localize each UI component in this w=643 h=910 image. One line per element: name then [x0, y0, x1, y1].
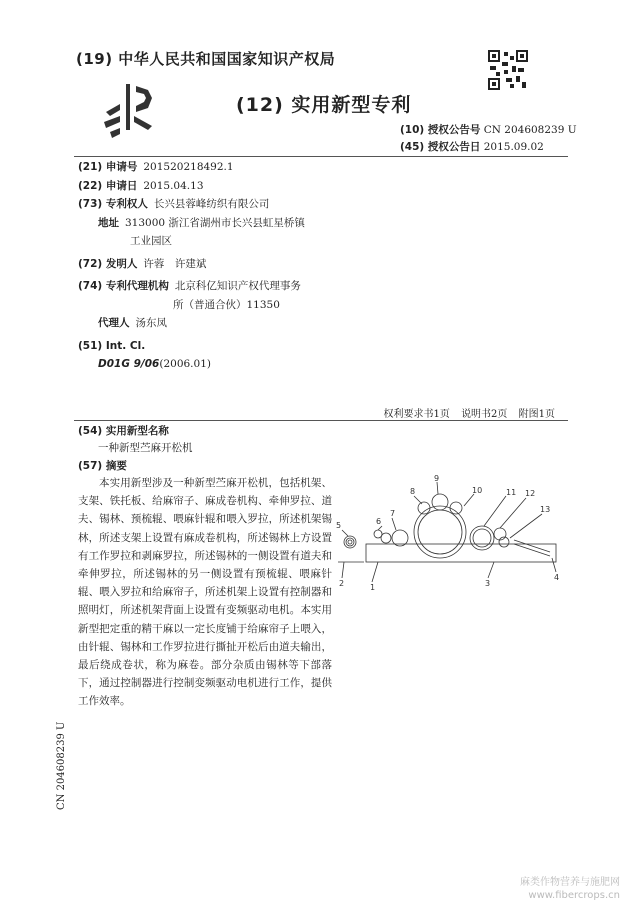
title-section	[78, 423, 193, 455]
fig-label-7: 7	[390, 509, 396, 518]
fig-label-12: 12	[525, 489, 536, 498]
address-line2: 工业园区	[130, 235, 172, 247]
watermark-line2: www.fibercrops.cn	[528, 890, 620, 901]
doffer	[470, 526, 494, 550]
intcl-label: (51) Int. Cl.	[78, 339, 146, 352]
intcl-code: D01G 9/06	[98, 358, 160, 370]
app-no-label: (21) 申请号	[78, 161, 138, 173]
watermark-line1: 麻类作物营养与施肥网	[520, 877, 620, 888]
intcl-year: (2006.01)	[159, 358, 211, 370]
office-logo	[100, 82, 168, 142]
document-type: (12) 实用新型专利	[236, 94, 412, 116]
agency-line1: 北京科亿知识产权代理事务	[174, 280, 301, 292]
pub-number: CN 204608239 U	[483, 124, 577, 136]
bibliographic-fields	[78, 156, 378, 374]
drawings-pages: 附图1页	[518, 409, 555, 420]
title-label: (54) 实用新型名称	[78, 425, 169, 437]
app-date-label: (22) 申请日	[78, 179, 138, 192]
fig-label-13: 13	[540, 505, 551, 514]
section-divider	[74, 420, 568, 421]
watermark	[520, 876, 620, 902]
app-no: 201520218492.1	[143, 161, 234, 173]
fig-label-1: 1	[370, 583, 376, 592]
address-line1: 313000 浙江省湖州市长兴县虹星桥镇	[125, 216, 305, 229]
agent: 汤东凤	[135, 317, 167, 329]
agency-line2: 所（普通合伙）11350	[173, 298, 280, 311]
agent-label: 代理人	[98, 317, 130, 329]
fig-label-10: 10	[472, 486, 483, 495]
pub-number-label: (10) 授权公告号	[400, 124, 481, 136]
description-pages: 说明书2页	[461, 409, 508, 420]
figure-labels	[336, 474, 559, 592]
fig-label-3: 3	[485, 579, 491, 588]
app-date: 2015.04.13	[143, 179, 204, 192]
inventor-label: (72) 发明人	[78, 257, 138, 270]
fig-label-2: 2	[339, 579, 345, 588]
patentee-label: (73) 专利权人	[78, 198, 148, 210]
pub-date-label: (45) 授权公告日	[400, 141, 481, 153]
fig-label-8: 8	[410, 487, 416, 496]
machine-figure	[334, 472, 566, 596]
qr-code-icon	[488, 50, 528, 90]
abstract-text: 本实用新型涉及一种新型苎麻开松机，包括机架、支架、铁托板、给麻帘子、麻成卷机构、牵伸罗拉、道夫、锡林、预梳辊、喂麻针辊和喂入罗拉，所述机架锡林，所述支架上设置有麻成卷机构，所述锡林上方设置有工作罗拉和剥麻罗拉，所述锡林的一侧设置有道夫和牵伸罗拉，所述锡林的另一侧设置有预梳辊、喂麻针辊、喂入罗拉和给麻帘子，所述机架上设置有控制器和照明灯，所述机架背面上设置有变频驱动电机。本实用新型把定重的精干麻以一定长度铺于给麻帘子上喂入，由针辊、锡林和工作罗拉进行撕扯开松后由道夫输出，最后绕成卷状，称为麻卷。部分杂质由锡林等下部落下，通过控制器进行控制变频驱动电机进行工作，提供工作效率。	[78, 477, 332, 708]
page-counts	[376, 405, 556, 420]
publication-info	[400, 122, 577, 156]
fig-label-9: 9	[434, 474, 440, 483]
fig-label-6: 6	[376, 517, 382, 526]
side-patent-number: CN 204608239 U	[56, 721, 67, 810]
agency-label: (74) 专利代理机构	[78, 280, 169, 292]
patentee: 长兴县蓉峰纺织有限公司	[153, 198, 270, 210]
fig-label-11: 11	[506, 488, 517, 497]
address-label: 地址	[98, 216, 119, 229]
claims-pages: 权利要求书1页	[383, 409, 450, 420]
pub-date: 2015.09.02	[483, 141, 544, 153]
abstract-label: (57) 摘要	[78, 460, 127, 472]
fig-label-4: 4	[554, 573, 560, 582]
utility-model-title: 一种新型苎麻开松机	[98, 442, 193, 454]
fig-label-5: 5	[336, 521, 342, 530]
patent-office-name: (19) 中华人民共和国国家知识产权局	[76, 50, 336, 68]
inventors: 许蓉 许建斌	[143, 257, 207, 270]
